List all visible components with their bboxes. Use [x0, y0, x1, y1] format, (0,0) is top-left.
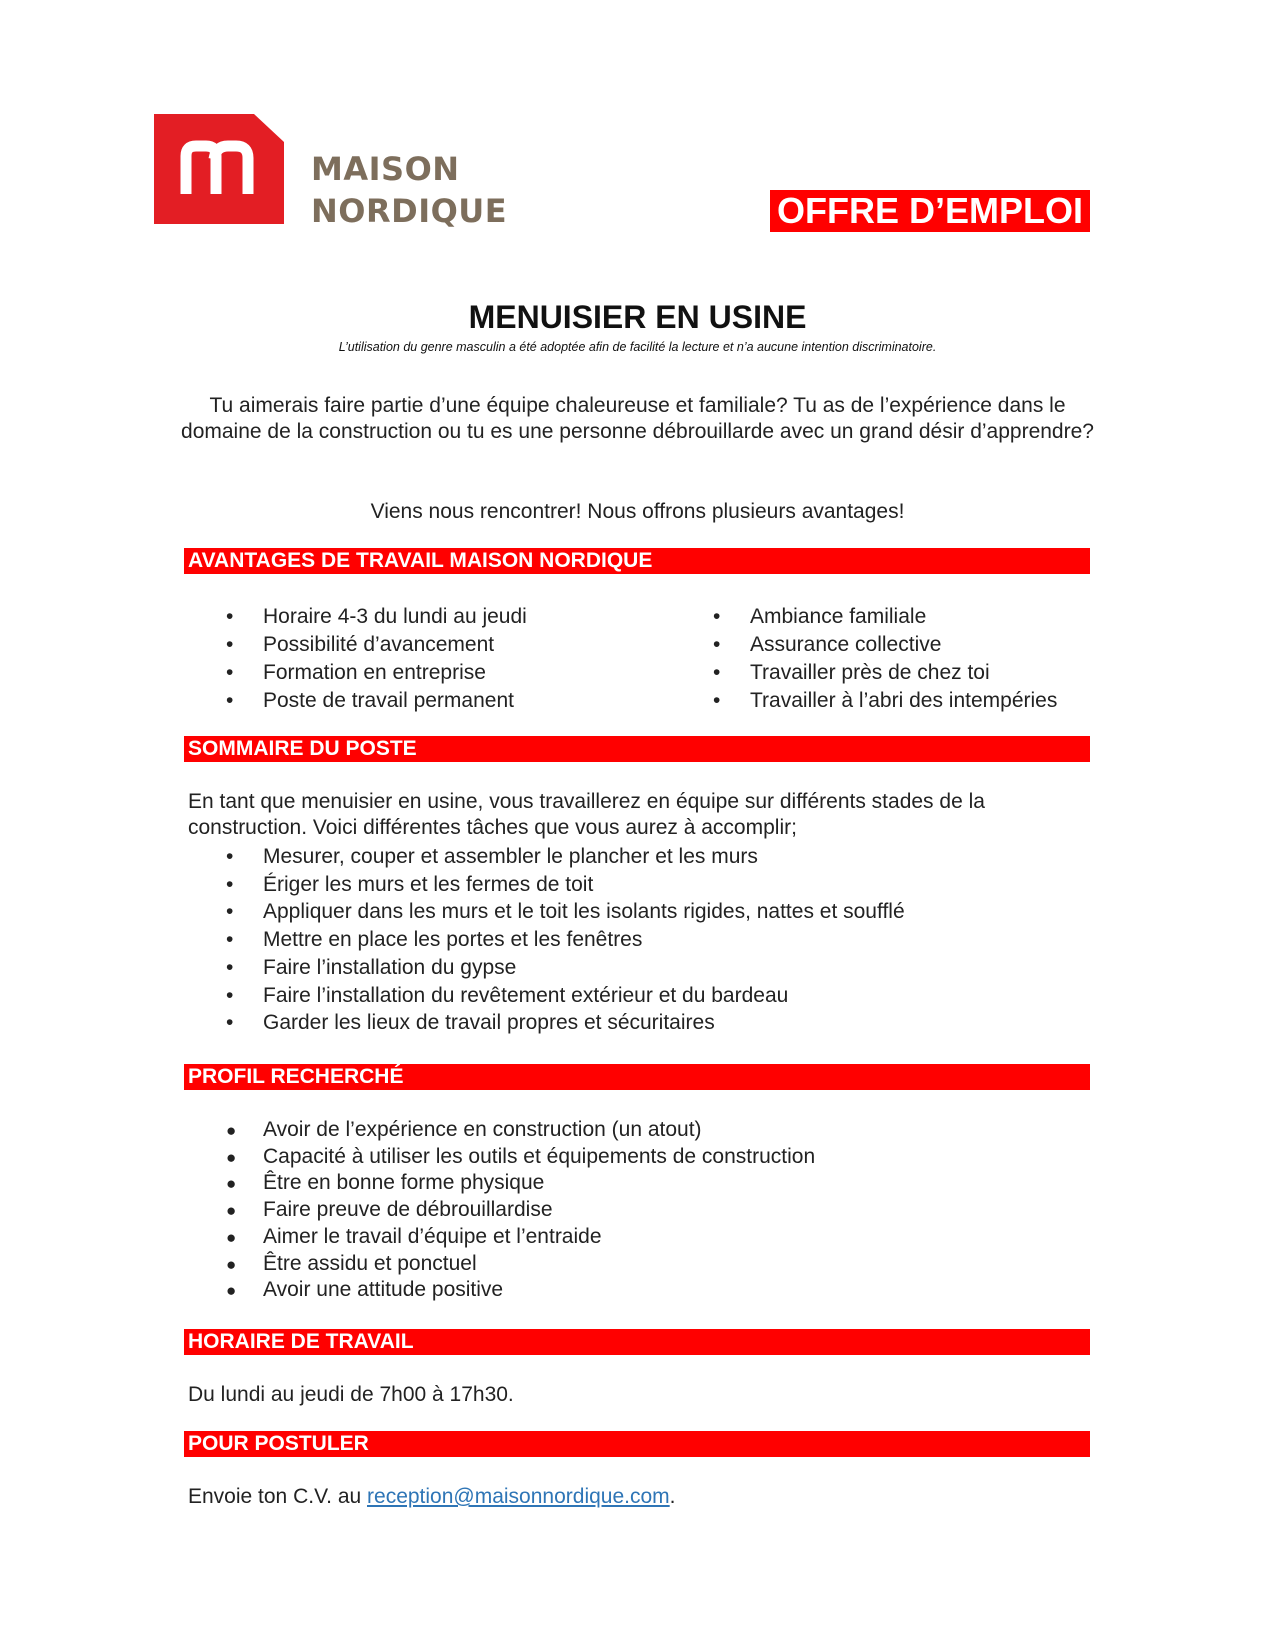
list-item: • Mettre en place les portes et les fenêtres: [189, 926, 905, 954]
apply-prefix: Envoie ton C.V. au: [188, 1485, 368, 1508]
summary-paragraph: En tant que menuisier en usine, vous travaillerez en équipe sur différents stades de la construction. Voici différentes tâches que vous aurez à accomplir;: [188, 790, 985, 839]
list-item: • Horaire 4-3 du lundi au jeudi: [189, 603, 527, 631]
bullet-icon: •: [226, 955, 234, 979]
intro-paragraph: Tu aimerais faire partie d’une équipe chaleureuse et familiale? Tu as de l’expérience dans le domaine de la construction ou tu es une personne débrouillarde avec un grand désir d’apprendre?: [181, 394, 1094, 443]
list-item: ● Être assidu et ponctuel: [189, 1251, 815, 1278]
bullet-icon: •: [226, 983, 234, 1007]
logo-name-line2: NORDIQUE: [311, 192, 508, 230]
job-title: MENUISIER EN USINE: [468, 299, 807, 335]
list-item: • Ériger les murs et les fermes de toit: [189, 871, 905, 899]
section-heading-hours: HORAIRE DE TRAVAIL: [184, 1329, 1090, 1355]
gender-disclaimer: L’utilisation du genre masculin a été adoptée afin de facilité la lecture et n’a aucune intention discriminatoire.: [338, 340, 937, 354]
list-item: • Mesurer, couper et assembler le plancher et les murs: [189, 843, 905, 871]
list-item: • Assurance collective: [676, 631, 1057, 659]
bullet-icon: •: [226, 689, 234, 712]
tasks-list: [189, 843, 905, 1037]
company-logo-text: [311, 148, 507, 232]
apply-line: [188, 1484, 676, 1510]
bullet-icon: ●: [226, 1254, 237, 1274]
bullet-icon: •: [713, 605, 721, 628]
list-item: • Poste de travail permanent: [189, 687, 527, 715]
section-heading-benefits: AVANTAGES DE TRAVAIL MAISON NORDIQUE: [184, 548, 1090, 574]
bullet-icon: •: [226, 633, 234, 656]
list-item: • Appliquer dans les murs et le toit les isolants rigides, nattes et soufflé: [189, 898, 905, 926]
job-offer-badge: OFFRE D’EMPLOI: [770, 190, 1090, 232]
work-hours-text: Du lundi au jeudi de 7h00 à 17h30.: [188, 1383, 514, 1406]
list-item: ● Aimer le travail d’équipe et l’entraide: [189, 1224, 815, 1251]
benefits-list-left: [189, 603, 527, 715]
bullet-icon: •: [226, 1011, 234, 1035]
bullet-icon: •: [713, 633, 721, 656]
bullet-icon: •: [226, 605, 234, 628]
section-heading-summary: SOMMAIRE DU POSTE: [184, 736, 1090, 762]
list-item: ● Avoir une attitude positive: [189, 1277, 815, 1304]
list-item: • Ambiance familiale: [676, 603, 1057, 631]
list-item: • Travailler près de chez toi: [676, 659, 1057, 687]
bullet-icon: ●: [226, 1121, 237, 1140]
section-heading-profile: PROFIL RECHERCHÉ: [184, 1064, 1090, 1090]
list-item: • Travailler à l’abri des intempéries: [676, 687, 1057, 715]
bullet-icon: •: [713, 689, 721, 712]
bullet-icon: ●: [226, 1281, 237, 1301]
list-item: ● Avoir de l’expérience en construction (un atout): [189, 1117, 815, 1144]
email-link[interactable]: reception@maisonnordique.com: [367, 1485, 670, 1508]
apply-suffix: .: [669, 1485, 676, 1508]
list-item: ● Être en bonne forme physique: [189, 1170, 815, 1197]
list-item: • Garder les lieux de travail propres et sécuritaires: [189, 1009, 905, 1037]
bullet-icon: •: [713, 661, 721, 684]
bullet-icon: •: [226, 928, 234, 952]
intro-tagline: Viens nous rencontrer! Nous offrons plusieurs avantages!: [370, 500, 905, 523]
section-heading-apply: POUR POSTULER: [184, 1431, 1090, 1457]
benefits-list-right: [676, 603, 1057, 715]
list-item: ● Faire preuve de débrouillardise: [189, 1197, 815, 1224]
bullet-icon: •: [226, 845, 234, 868]
bullet-icon: •: [226, 872, 234, 896]
bullet-icon: •: [226, 900, 234, 924]
profile-list: [189, 1117, 815, 1304]
list-item: • Faire l’installation du gypse: [189, 954, 905, 982]
list-item: • Possibilité d’avancement: [189, 631, 527, 659]
company-logo-mark: [154, 114, 284, 224]
bullet-icon: ●: [226, 1201, 237, 1221]
bullet-icon: ●: [226, 1147, 237, 1167]
bullet-icon: ●: [226, 1174, 237, 1194]
list-item: • Formation en entreprise: [189, 659, 527, 687]
bullet-icon: •: [226, 661, 234, 684]
list-item: • Faire l’installation du revêtement extérieur et du bardeau: [189, 982, 905, 1010]
list-item: ● Capacité à utiliser les outils et équipements de construction: [189, 1144, 815, 1171]
bullet-icon: ●: [226, 1227, 237, 1247]
logo-name-line1: MAISON: [311, 150, 460, 188]
